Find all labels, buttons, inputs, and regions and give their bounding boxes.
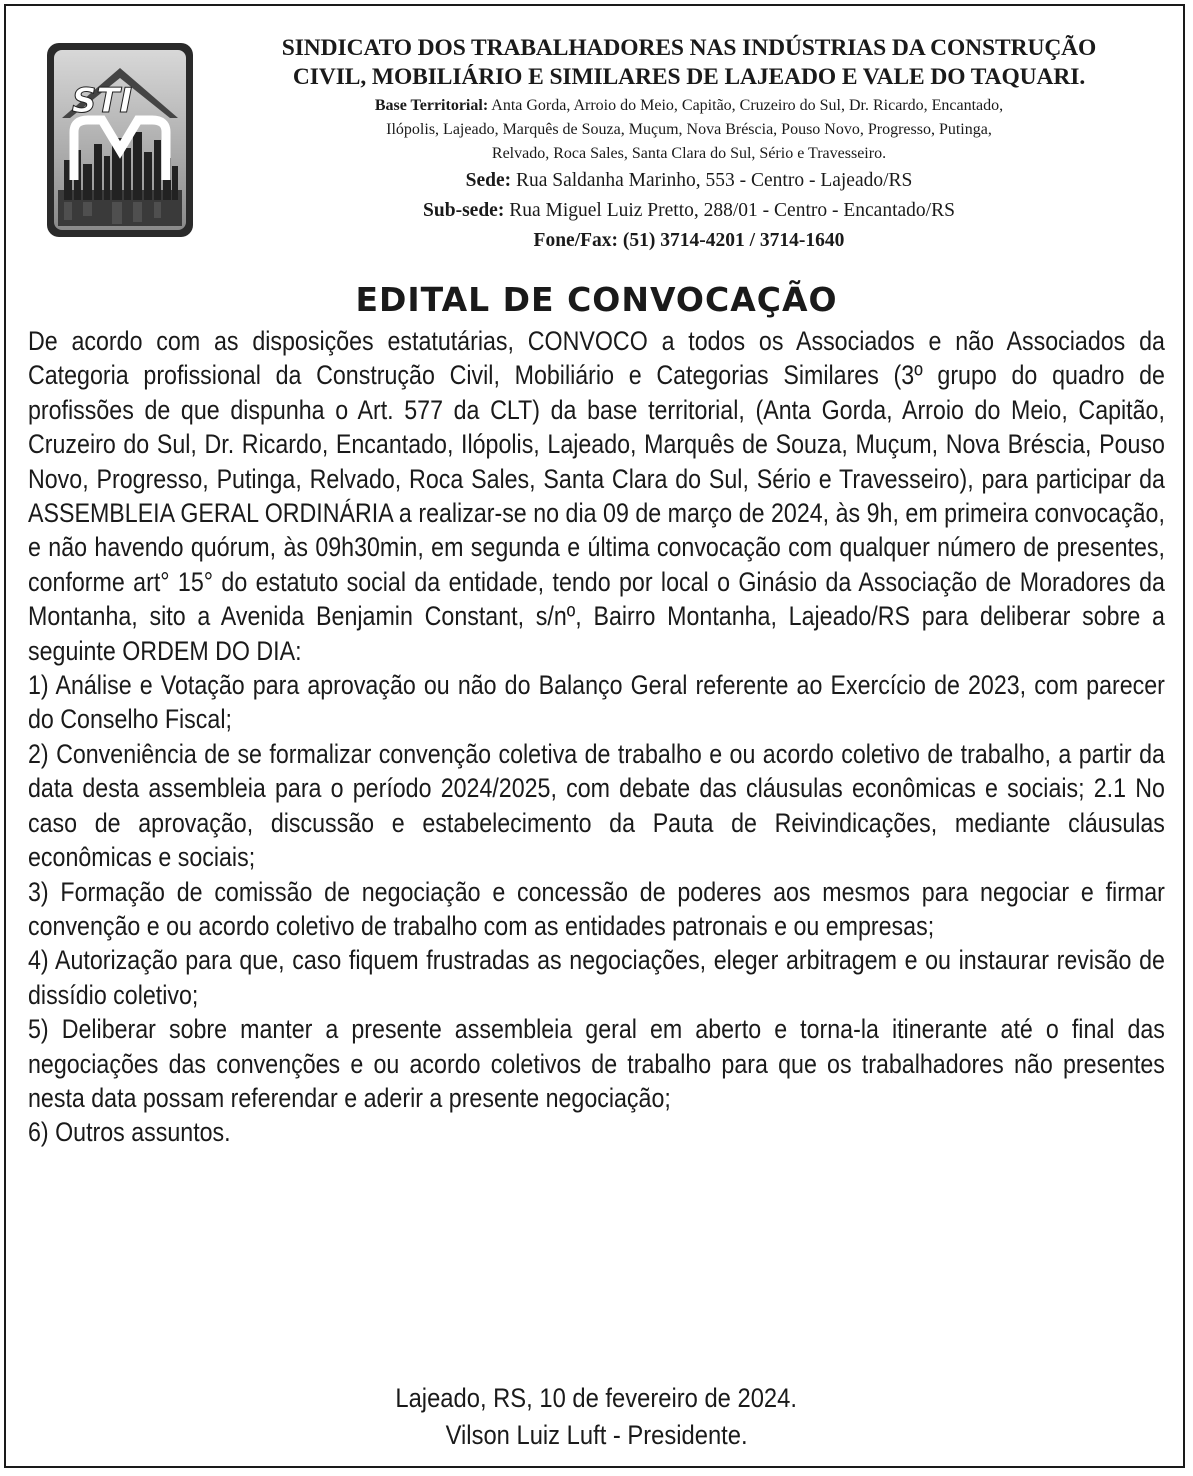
- notice-title: EDITAL DE CONVOCAÇÃO: [355, 280, 838, 319]
- agenda-item-4: 4) Autorização para que, caso fiquem frustradas as negociações, eleger arbitragem e ou instaurar revisão de dissídio coletivo;: [28, 945, 1165, 1010]
- sub-headquarters-address: [216, 196, 1162, 226]
- territorial-base-line-2: Ilópolis, Lajeado, Marquês de Souza, Muçum, Nova Bréscia, Pouso Novo, Progresso, Putinga,: [386, 121, 992, 138]
- headquarters-address: [216, 166, 1162, 196]
- intro-paragraph: De acordo com as disposições estatutárias, CONVOCO a todos os Associados e não Associados da Categoria profissional da Construção Civil, Mobiliário e Categorias Similares (3º grupo do quadro de profissões de que dispunha o Art. 577 da CLT) da base territorial, (Anta Gorda, Arroio do Meio, Capitão, Cruzeiro do Sul, Dr. Ricardo, Encantado, Ilópolis, Lajeado, Marquês de Souza, Muçum, Nova Bréscia, Pouso Novo, Progresso, Putinga, Relvado, Roca Sales, Santa Clara do Sul, Sério e Travesseiro), para participar da ASSEMBLEIA GERAL ORDINÁRIA a realizar-se no dia 09 de março de 2024, às 9h, em primeira convocação, e não havendo quórum, às 09h30min, em segunda e última convocação com qualquer número de presentes, conforme art° 15° do estatuto social da entidade, tendo por local o Ginásio da Associação de Moradores da Montanha, sito a Avenida Benjamin Constant, s/nº, Bairro Montanha, Lajeado/RS para deliberar sobre a seguinte ORDEM DO DIA:: [28, 326, 1165, 666]
- sub-headquarters-value: Rua Miguel Luiz Pretto, 288/01 - Centro - Encantado/RS: [509, 200, 955, 221]
- signature-block: [0, 1380, 1193, 1454]
- territorial-base-label: Base Territorial:: [374, 97, 489, 114]
- org-name-line-1: SINDICATO DOS TRABALHADORES NAS INDÚSTRIAS DA CONSTRUÇÃO: [281, 35, 1097, 61]
- territorial-base: [216, 94, 1162, 166]
- org-name-line-2: CIVIL, MOBILIÁRIO E SIMILARES DE LAJEADO E VALE DO TAQUARI.: [292, 64, 1086, 90]
- logo-text: STI: [71, 81, 133, 121]
- place-date: Lajeado, RS, 10 de fevereiro de 2024.: [395, 1383, 798, 1413]
- agenda-item-5: 5) Deliberar sobre manter a presente assembleia geral em aberto e torna-la itinerante até o final das negociações das convenções e ou acordo coletivos de trabalho para que os trabalhadores não presentes nesta data possam referendar e aderir a presente negociação;: [28, 1014, 1165, 1113]
- territorial-base-line-1: Anta Gorda, Arroio do Meio, Capitão, Cruzeiro do Sul, Dr. Ricardo, Encantado,: [491, 97, 1004, 114]
- letterhead: [216, 34, 1162, 256]
- agenda-item-2: 2) Conveniência de se formalizar convenção coletiva de trabalho e ou acordo coletivo de trabalho, a partir da data desta assembleia para o período 2024/2025, com debate das cláusulas econômicas e sociais; 2.1 No caso de aprovação, discussão e estabelecimento da Pauta de Reivindicações, mediante cláusulas econômicas e sociais;: [28, 738, 1165, 873]
- headquarters-value: Rua Saldanha Marinho, 553 - Centro - Lajeado/RS: [515, 170, 913, 191]
- territorial-base-line-3: Relvado, Roca Sales, Santa Clara do Sul, Sério e Travesseiro.: [491, 145, 887, 162]
- notice-body: [28, 324, 1165, 1150]
- agenda-item-6: 6) Outros assuntos.: [28, 1117, 231, 1148]
- agenda-item-3: 3) Formação de comissão de negociação e concessão de poderes aos mesmos para negociar e firmar convenção e ou acordo coletivo de trabalho com as entidades patronais e ou empresas;: [28, 876, 1165, 941]
- union-logo: [44, 40, 196, 240]
- sub-headquarters-label: Sub-sede:: [423, 200, 505, 221]
- phone-fax: Fone/Fax: (51) 3714-4201 / 3714-1640: [533, 230, 845, 251]
- signature-name: Vilson Luiz Luft - Presidente.: [445, 1420, 748, 1450]
- agenda-item-1: 1) Análise e Votação para aprovação ou não do Balanço Geral referente ao Exercício de 2023, com parecer do Conselho Fiscal;: [28, 670, 1165, 735]
- headquarters-label: Sede:: [465, 170, 512, 191]
